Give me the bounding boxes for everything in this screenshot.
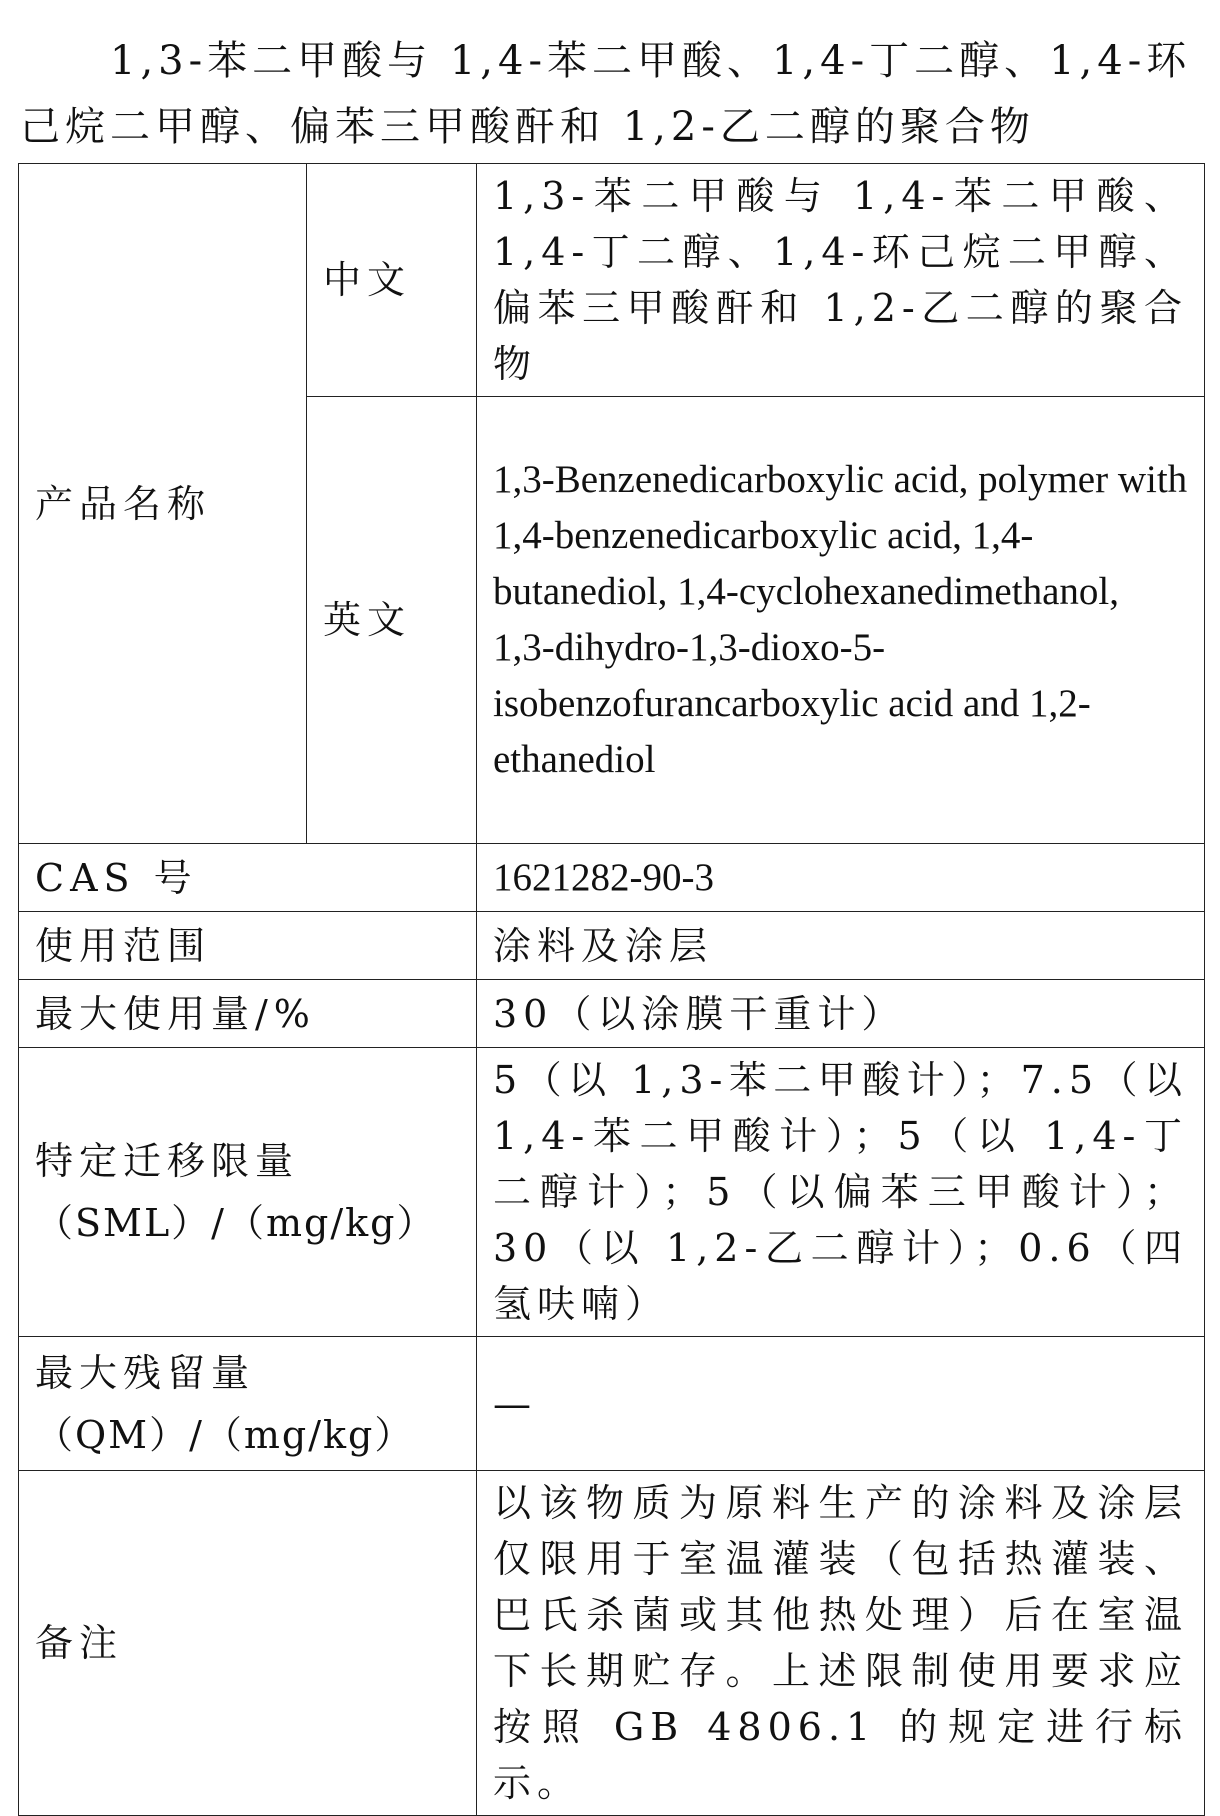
sml-label-line2: （SML）/（mg/kg） — [35, 1201, 437, 1245]
chinese-name-value: 1,3-苯二甲酸与 1,4-苯二甲酸、1,4-丁二醇、1,4-环己烷二甲醇、偏苯三甲酸酐和 1,2-乙二醇的聚合物 — [477, 164, 1205, 397]
english-label: 英文 — [307, 397, 477, 844]
document-title: 1,3-苯二甲酸与 1,4-苯二甲酸、1,4-丁二醇、1,4-环己烷二甲醇、偏苯三甲酸酐和 1,2-乙二醇的聚合物 — [20, 38, 1192, 150]
scope-value: 涂料及涂层 — [477, 912, 1205, 980]
qm-value: — — [477, 1337, 1205, 1471]
english-name-value: 1,3-Benzenedicarboxylic acid, polymer with 1,4-benzenedicarboxylic acid, 1,4-butanediol, 1,4-cyclohexanedimethanol, 1,3-dihydro-1,3-dioxo-5-isobenzofurancarboxylic acid and 1,2-ethanediol — [477, 397, 1205, 844]
remarks-label: 备注 — [19, 1471, 477, 1816]
remarks-value: 以该物质为原料生产的涂料及涂层仅限用于室温灌装（包括热灌装、巴氏杀菌或其他热处理）后在室温下长期贮存。上述限制使用要求应按照 GB 4806.1 的规定进行标示。 — [477, 1471, 1205, 1816]
table-row-qm — [19, 1337, 1205, 1471]
qm-label-line2: （QM）/（mg/kg） — [35, 1412, 415, 1457]
table-row-cas — [19, 844, 1205, 912]
max-use-value: 30（以涂膜干重计） — [477, 980, 1205, 1048]
sml-label-line1: 特定迁移限量 — [35, 1139, 300, 1183]
product-name-label: 产品名称 — [19, 164, 307, 844]
sml-label — [19, 1048, 477, 1337]
table-row-sml — [19, 1048, 1205, 1337]
qm-label — [19, 1337, 477, 1471]
sml-value: 5（以 1,3-苯二甲酸计）；7.5（以 1,4-苯二甲酸计）；5（以 1,4-丁二醇计）；5（以偏苯三甲酸计）；30（以 1,2-乙二醇计）；0.6（四氢呋喃） — [477, 1048, 1205, 1337]
substance-spec-table — [18, 163, 1205, 1816]
max-use-label: 最大使用量/% — [19, 980, 477, 1048]
cas-label: CAS 号 — [19, 844, 477, 912]
table-row-scope — [19, 912, 1205, 980]
table-row-chinese-name — [19, 164, 1205, 397]
cas-value: 1621282-90-3 — [477, 844, 1205, 912]
scope-label: 使用范围 — [19, 912, 477, 980]
qm-label-line1: 最大残留量 — [35, 1350, 256, 1395]
table-row-remarks — [19, 1471, 1205, 1816]
chinese-label: 中文 — [307, 164, 477, 397]
table-row-max-use — [19, 980, 1205, 1048]
